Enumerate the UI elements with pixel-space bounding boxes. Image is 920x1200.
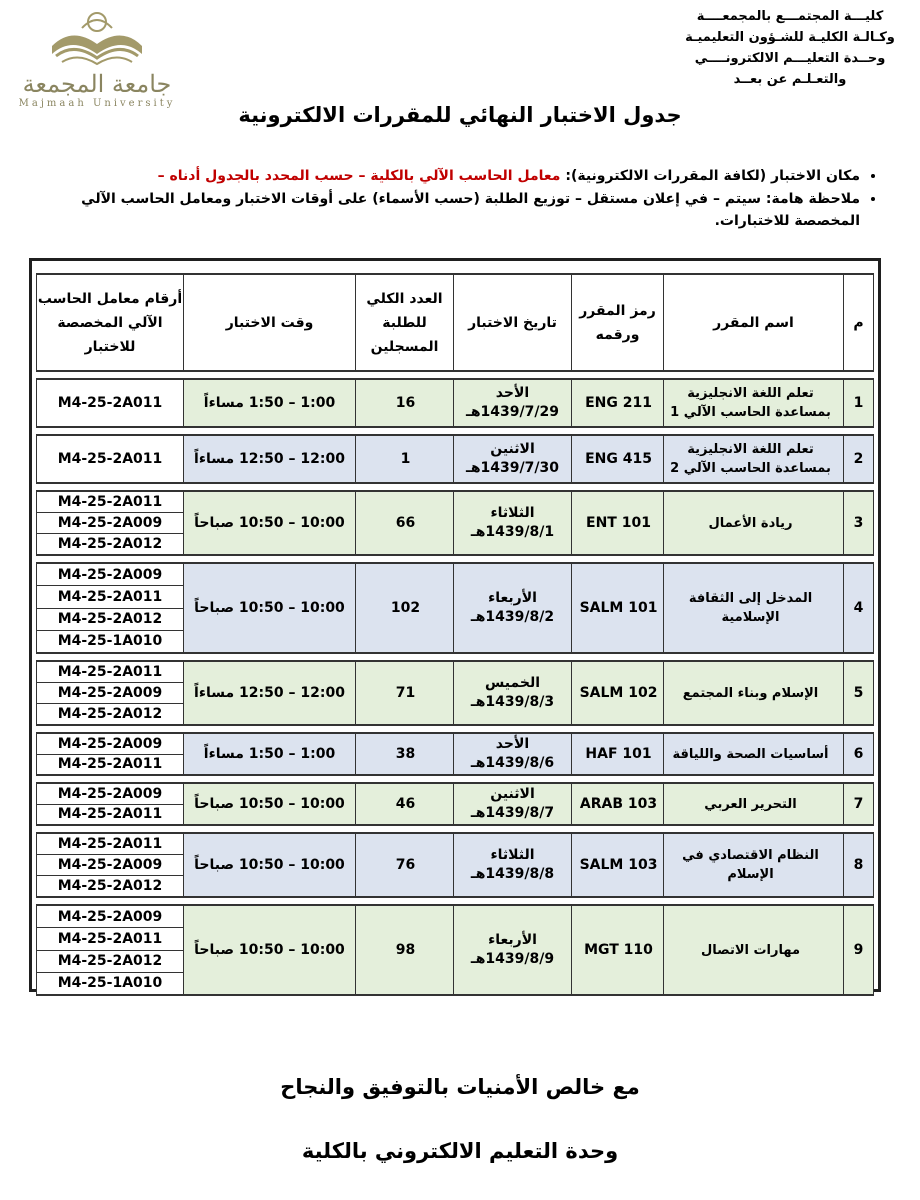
row-num: 1 — [844, 378, 874, 428]
row-date — [454, 434, 572, 484]
table-header-row — [36, 273, 874, 372]
lab-number: M4-25-2A011 — [37, 804, 183, 825]
row-num: 7 — [844, 782, 874, 826]
row-date-value: 1439/7/29هـ — [466, 404, 559, 420]
row-count: 16 — [356, 378, 454, 428]
row-date — [454, 562, 572, 654]
row-code: SALM 103 — [572, 832, 664, 898]
header-date: تاريخ الاختبار — [454, 273, 572, 372]
row-date-value: 1439/8/7هـ — [470, 805, 555, 821]
closing-unit-signature: وحدة التعليم الالكتروني بالكلية — [301, 1139, 619, 1163]
row-labs — [36, 562, 184, 654]
row-date — [454, 660, 572, 726]
header-count: العدد الكلي للطلبة المسجلين — [356, 273, 454, 372]
row-code: ENG 211 — [572, 378, 664, 428]
row-date-value: 1439/8/3هـ — [470, 694, 555, 710]
header-line-2: وكـالـة الكليـة للشـؤون التعليميـة — [685, 30, 895, 45]
row-code: MGT 110 — [572, 904, 664, 996]
table-row — [36, 782, 874, 826]
header-line-1: كليـــة المجتمـــع بالمجمعــــة — [696, 9, 884, 24]
table-row — [36, 832, 874, 898]
row-count: 98 — [356, 904, 454, 996]
logo-arabic-name: جامعة المجمعة — [22, 70, 172, 98]
row-date — [454, 490, 572, 556]
closing-wishes: مع خالص الأمنيات بالتوفيق والنجاح — [280, 1075, 640, 1099]
row-date-value: 1439/7/30هـ — [466, 460, 559, 476]
header-line-4: والتعـلـم عن بعــد — [733, 72, 847, 87]
header-time: وقت الاختبار — [184, 273, 356, 372]
row-count: 76 — [356, 832, 454, 898]
row-labs — [36, 832, 184, 898]
row-time: 12:00 – 12:50 مساءاً — [184, 434, 356, 484]
row-code: ARAB 103 — [572, 782, 664, 826]
row-date-value: 1439/8/8هـ — [470, 866, 555, 882]
row-day: الأربعاء — [488, 932, 537, 948]
lab-number: M4-25-2A009 — [37, 564, 183, 585]
lab-number: M4-25-2A011 — [37, 834, 183, 854]
row-labs — [36, 378, 184, 428]
lab-number: M4-25-2A011 — [37, 927, 183, 949]
lab-number: M4-25-2A012 — [37, 533, 183, 554]
note-important: • ملاحظة هامة: سيتم – في إعلان مستقل – توزيع الطلبة (حسب الأسماء) على أوقات الاختبار ومعامل الحاسب الآلي المخصصة للاختبارات. — [20, 188, 860, 232]
row-course-line1: النظام الاقتصادي في الإسلام — [682, 848, 819, 882]
row-date-value: 1439/8/2هـ — [470, 609, 555, 625]
row-course-line1: تعلم اللغة الانجليزية — [687, 386, 814, 401]
header-code: رمز المقرر ورقمه — [572, 273, 664, 372]
row-day: الأحد — [495, 736, 530, 752]
row-date — [454, 732, 572, 776]
lab-number: M4-25-2A011 — [37, 585, 183, 607]
lab-number: M4-25-2A011 — [37, 436, 183, 482]
row-labs — [36, 660, 184, 726]
lab-number: M4-25-2A009 — [37, 784, 183, 804]
lab-number: M4-25-2A009 — [37, 854, 183, 875]
row-num: 3 — [844, 490, 874, 556]
row-time: 12:00 – 12:50 مساءاً — [184, 660, 356, 726]
note-location — [20, 165, 860, 187]
row-date — [454, 832, 572, 898]
logo-english-name: Majmaah University — [18, 98, 176, 109]
row-course-line1: ريادة الأعمال — [708, 515, 793, 531]
book-logo-icon — [42, 6, 152, 70]
row-course — [664, 562, 844, 654]
row-course-line1: تعلم اللغة الانجليزية — [687, 442, 814, 457]
row-date — [454, 378, 572, 428]
row-course — [664, 732, 844, 776]
row-day: الثلاثاء — [490, 505, 535, 521]
lab-number: M4-25-2A012 — [37, 608, 183, 630]
row-time: 10:00 – 10:50 صباحاً — [184, 832, 356, 898]
row-count: 66 — [356, 490, 454, 556]
row-num: 8 — [844, 832, 874, 898]
row-course-line1: مهارات الاتصال — [700, 942, 801, 958]
note-location-prefix: مكان الاختبار (لكافة المقررات الالكترونية): — [560, 168, 860, 184]
row-day: الاثنين — [490, 441, 535, 457]
row-count: 102 — [356, 562, 454, 654]
lab-number: M4-25-2A012 — [37, 875, 183, 896]
lab-number: M4-25-2A011 — [37, 662, 183, 682]
schedule-table — [36, 267, 874, 1002]
lab-number: M4-25-1A010 — [37, 972, 183, 994]
row-labs — [36, 732, 184, 776]
row-num: 2 — [844, 434, 874, 484]
header-line-3: وحــدة التعليـــم الالكترونــــي — [694, 51, 886, 66]
row-course-line2: بمساعدة الحاسب الآلي 2 — [670, 461, 831, 476]
table-row — [36, 732, 874, 776]
schedule-table-frame — [29, 258, 881, 992]
row-code: ENT 101 — [572, 490, 664, 556]
row-day: الأربعاء — [488, 590, 537, 606]
header-num: م — [844, 273, 874, 372]
row-date — [454, 782, 572, 826]
row-count: 46 — [356, 782, 454, 826]
note-location-highlight: معامل الحاسب الآلي بالكلية – حسب المحدد بالجدول أدناه – — [157, 168, 561, 184]
lab-number: M4-25-2A009 — [37, 682, 183, 703]
row-time: 10:00 – 10:50 صباحاً — [184, 904, 356, 996]
row-count: 1 — [356, 434, 454, 484]
row-course — [664, 832, 844, 898]
row-date — [454, 904, 572, 996]
row-course — [664, 904, 844, 996]
row-course — [664, 782, 844, 826]
row-course-line2: بمساعدة الحاسب الآلي 1 — [670, 405, 831, 420]
row-date-value: 1439/8/6هـ — [470, 755, 555, 771]
table-row — [36, 378, 874, 428]
row-course — [664, 490, 844, 556]
row-time: 1:00 – 1:50 مساءاً — [184, 378, 356, 428]
row-labs — [36, 434, 184, 484]
lab-number: M4-25-2A009 — [37, 512, 183, 533]
row-num: 6 — [844, 732, 874, 776]
table-row — [36, 562, 874, 654]
notes-list — [20, 165, 880, 233]
row-time: 10:00 – 10:50 صباحاً — [184, 562, 356, 654]
row-code: SALM 102 — [572, 660, 664, 726]
row-date-value: 1439/8/9هـ — [470, 951, 555, 967]
lab-number: M4-25-2A011 — [37, 492, 183, 512]
row-course-line1: أساسيات الصحة واللياقة — [672, 746, 829, 762]
row-day: الاثنين — [490, 786, 535, 802]
lab-number: M4-25-2A011 — [37, 380, 183, 426]
row-time: 10:00 – 10:50 صباحاً — [184, 490, 356, 556]
table-row — [36, 434, 874, 484]
row-day: الأحد — [495, 385, 530, 401]
row-code: HAF 101 — [572, 732, 664, 776]
lab-number: M4-25-2A012 — [37, 950, 183, 972]
row-num: 5 — [844, 660, 874, 726]
row-course — [664, 434, 844, 484]
table-row — [36, 490, 874, 556]
university-logo — [2, 6, 192, 111]
row-count: 38 — [356, 732, 454, 776]
lab-number: M4-25-2A009 — [37, 734, 183, 754]
row-day: الثلاثاء — [490, 847, 535, 863]
row-code: SALM 101 — [572, 562, 664, 654]
table-row — [36, 904, 874, 996]
row-time: 1:00 – 1:50 مساءاً — [184, 732, 356, 776]
header-labs: أرقام معامل الحاسب الآلي المخصصة للاختبار — [36, 273, 184, 372]
lab-number: M4-25-2A012 — [37, 703, 183, 724]
header-course: اسم المقرر — [664, 273, 844, 372]
row-course-line1: المدخل إلى الثقافة الإسلامية — [688, 591, 813, 625]
row-labs — [36, 490, 184, 556]
row-time: 10:00 – 10:50 صباحاً — [184, 782, 356, 826]
row-day: الخميس — [484, 675, 541, 691]
college-header — [670, 6, 910, 90]
page-title: جدول الاختبار النهائي للمقررات الالكترونية — [238, 103, 682, 127]
row-code: ENG 415 — [572, 434, 664, 484]
table-row — [36, 660, 874, 726]
row-num: 9 — [844, 904, 874, 996]
row-labs — [36, 904, 184, 996]
lab-number: M4-25-2A009 — [37, 906, 183, 927]
row-date-value: 1439/8/1هـ — [470, 524, 555, 540]
row-course — [664, 660, 844, 726]
row-num: 4 — [844, 562, 874, 654]
row-labs — [36, 782, 184, 826]
row-course-line1: التحرير العربي — [704, 796, 797, 812]
lab-number: M4-25-1A010 — [37, 630, 183, 652]
row-count: 71 — [356, 660, 454, 726]
lab-number: M4-25-2A011 — [37, 754, 183, 775]
row-course — [664, 378, 844, 428]
row-course-line1: الإسلام وبناء المجتمع — [682, 685, 819, 701]
